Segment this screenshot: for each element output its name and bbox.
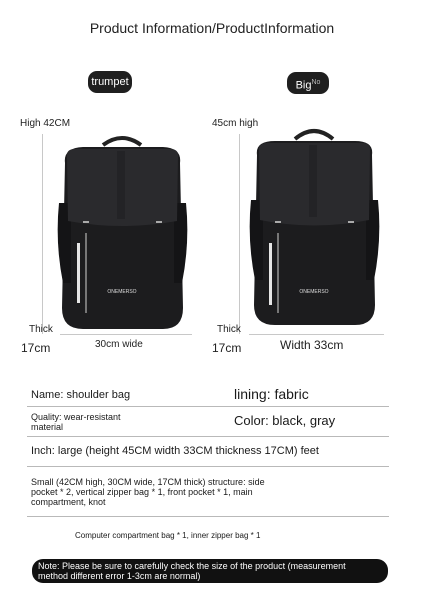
spec-quality-line1: Quality: wear-resistant: [31, 412, 121, 422]
spec-divider-3: [27, 466, 389, 467]
size-note-line2: method different error 1-3cm are normal): [38, 571, 201, 581]
spec-divider-1: [27, 406, 389, 407]
spec-computer: Computer compartment bag * 1, inner zipper bag * 1: [75, 531, 261, 540]
spec-divider-4: [27, 516, 389, 517]
spec-small-line2: pocket * 2, vertical zipper bag * 1, front pocket * 1, main: [31, 487, 253, 497]
big-bag-logo: ONEMERSO: [299, 289, 329, 295]
page-title: Product Information/ProductInformation: [89, 20, 335, 36]
variant-tag-big-label: Big: [295, 79, 312, 92]
size-note-line1: Note: Please be sure to carefully check the size of the product (measurement: [38, 561, 346, 571]
spec-lining: lining: fabric: [234, 386, 309, 402]
big-thick-value: 17cm: [212, 341, 242, 355]
spec-quality: [31, 412, 121, 432]
small-width-label: 30cm wide: [95, 339, 143, 350]
spec-color: Color: black, gray: [234, 413, 336, 428]
spec-small-line3: compartment, knot: [31, 497, 106, 507]
variant-tag-big-suffix: No: [311, 79, 321, 86]
spec-quality-line2: material: [31, 422, 64, 432]
spec-name: Name: shoulder bag: [31, 389, 131, 401]
small-thick-value: 17cm: [21, 341, 51, 355]
size-note: [32, 559, 388, 583]
big-width-label: Width 33cm: [280, 338, 344, 352]
spec-inch: Inch: large (height 45CM width 33CM thickness 17CM) feet: [31, 445, 319, 457]
small-bag-logo: ONEMERSO: [107, 289, 137, 295]
big-thick-label: Thick: [217, 324, 241, 335]
spec-small-line1: Small (42CM high, 30CM wide, 17CM thick) structure: side: [31, 477, 265, 487]
small-height-label: High 42CM: [20, 118, 71, 129]
small-thick-label: Thick: [29, 324, 53, 335]
spec-divider-2: [27, 436, 389, 437]
spec-small-structure: [31, 477, 265, 507]
variant-tag-small: trumpet: [88, 71, 132, 93]
big-height-label: 45cm high: [212, 118, 259, 129]
